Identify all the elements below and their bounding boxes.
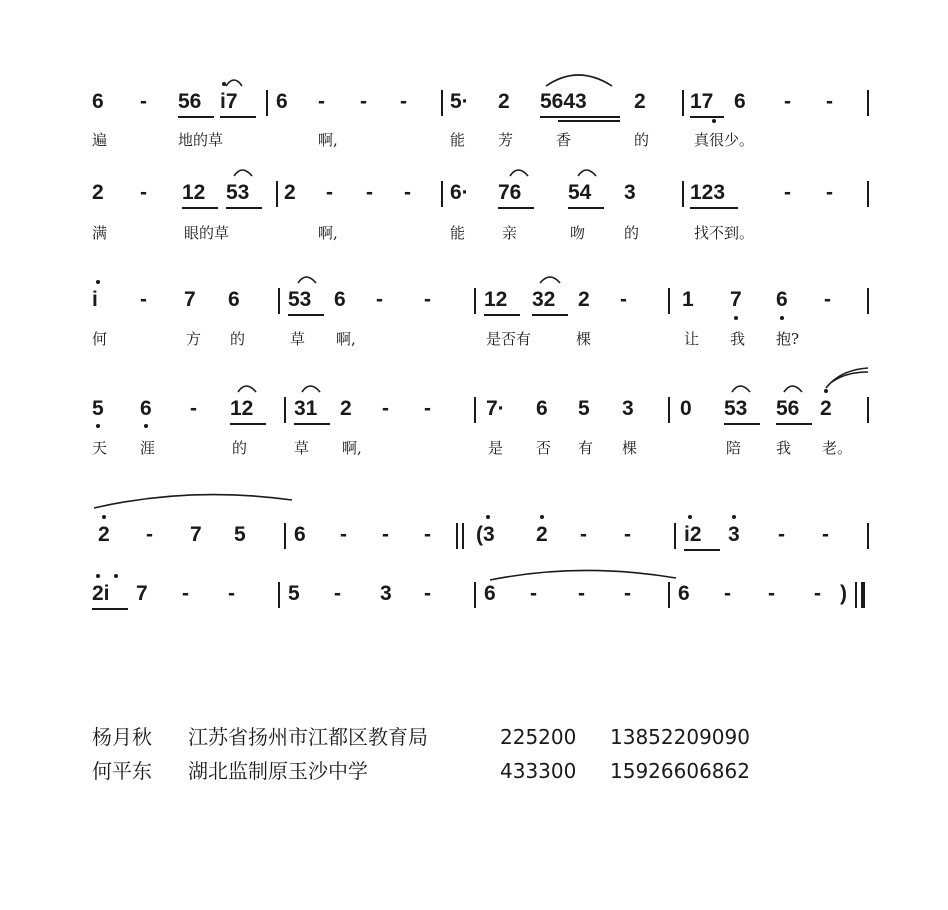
note: - <box>624 523 631 546</box>
note: - <box>140 90 147 113</box>
note: - <box>182 582 189 605</box>
note: 6 <box>294 523 306 546</box>
lyrics-line-1 <box>0 131 948 149</box>
lyric: 我 <box>776 439 792 457</box>
note: - <box>784 181 791 204</box>
lyric: 啊, <box>318 224 338 242</box>
notation-line-6 <box>0 582 948 608</box>
barline <box>266 90 268 116</box>
note: 7 <box>136 582 148 605</box>
note: - <box>340 523 347 546</box>
note: - <box>400 90 407 113</box>
lyric: 方 <box>186 330 202 348</box>
note: - <box>620 288 627 311</box>
note: - <box>768 582 775 605</box>
note: 6 <box>536 397 548 420</box>
barline <box>278 582 280 608</box>
lyric: 能 <box>450 224 466 242</box>
note: 5 <box>578 397 590 420</box>
note: 2i <box>92 582 110 605</box>
note: - <box>382 523 389 546</box>
note: - <box>424 397 431 420</box>
note: - <box>826 90 833 113</box>
lyric: 的 <box>232 439 248 457</box>
contact-name: 何平东 <box>92 759 152 783</box>
note: 32 <box>532 288 556 311</box>
barline <box>474 397 476 423</box>
barline <box>682 90 684 116</box>
contact-postcode: 225200 <box>500 725 577 749</box>
notation-line-5 <box>0 523 948 549</box>
note: 2 <box>92 181 104 204</box>
lyric: 老。 <box>822 439 853 457</box>
barline <box>867 90 869 116</box>
barline <box>674 523 676 549</box>
note: - <box>326 181 333 204</box>
note: 3 <box>624 181 636 204</box>
note: 7· <box>486 397 505 420</box>
lyric: 啊, <box>342 439 362 457</box>
contact-phone: 15926606862 <box>610 759 750 783</box>
note: 6 <box>334 288 346 311</box>
note: - <box>318 90 325 113</box>
note: - <box>784 90 791 113</box>
note: - <box>140 181 147 204</box>
note: - <box>404 181 411 204</box>
barline <box>668 288 670 314</box>
note: (3 <box>476 523 495 546</box>
lyrics-line-2 <box>0 224 948 242</box>
barline <box>276 181 278 207</box>
note: 2 <box>820 397 832 420</box>
lyric: 是否有 <box>486 330 532 348</box>
contact-row-1 <box>92 723 792 751</box>
barline <box>441 90 443 116</box>
barline <box>474 582 476 608</box>
notation-line-3 <box>0 288 948 314</box>
lyric: 真很少。 <box>694 131 755 149</box>
note: 3 <box>622 397 634 420</box>
contact-row-2 <box>92 757 792 785</box>
note: - <box>366 181 373 204</box>
contact-organization: 湖北监制原玉沙中学 <box>188 759 368 783</box>
note: 2 <box>536 523 548 546</box>
contact-name: 杨月秋 <box>92 725 152 749</box>
lyric: 何 <box>92 330 108 348</box>
note: 17 <box>690 90 714 113</box>
note: 6 <box>228 288 240 311</box>
note: - <box>424 582 431 605</box>
note: - <box>376 288 383 311</box>
barline <box>278 288 280 314</box>
note: 6 <box>734 90 746 113</box>
note: 2 <box>98 523 110 546</box>
note: 5 <box>288 582 300 605</box>
barline <box>441 181 443 207</box>
note: 2 <box>634 90 646 113</box>
note: 5· <box>450 90 469 113</box>
lyric: 吻 <box>570 224 586 242</box>
notation-line-1 <box>0 90 948 116</box>
lyric: 的 <box>230 330 246 348</box>
lyric: 是 <box>488 439 504 457</box>
lyric: 让 <box>684 330 700 348</box>
note: 53 <box>724 397 748 420</box>
note: - <box>382 397 389 420</box>
note: 6 <box>276 90 288 113</box>
lyric: 找不到。 <box>694 224 755 242</box>
note: 2 <box>578 288 590 311</box>
note: - <box>580 523 587 546</box>
note: - <box>334 582 341 605</box>
note: 5 <box>92 397 104 420</box>
note: - <box>228 582 235 605</box>
lyric: 能 <box>450 131 466 149</box>
note: - <box>826 181 833 204</box>
note: i7 <box>220 90 238 113</box>
barline <box>668 397 670 423</box>
note: ) <box>840 582 847 605</box>
note: - <box>624 582 631 605</box>
note: i <box>92 288 98 311</box>
lyric: 芳 <box>498 131 514 149</box>
lyric: 草 <box>294 439 310 457</box>
barline <box>867 523 869 549</box>
notation-line-2 <box>0 181 948 207</box>
note: 3 <box>728 523 740 546</box>
note: 2 <box>284 181 296 204</box>
lyric: 满 <box>92 224 108 242</box>
lyric: 有 <box>578 439 594 457</box>
lyric: 草 <box>290 330 306 348</box>
note: 56 <box>776 397 800 420</box>
note: 7 <box>184 288 196 311</box>
note: 76 <box>498 181 522 204</box>
note: - <box>424 288 431 311</box>
note: 54 <box>568 181 592 204</box>
note: 6· <box>450 181 469 204</box>
note: 6 <box>776 288 788 311</box>
double-barline <box>456 523 458 549</box>
lyric: 亲 <box>502 224 518 242</box>
note: 5643 <box>540 90 587 113</box>
barline <box>474 288 476 314</box>
lyric: 啊, <box>318 131 338 149</box>
lyric: 棵 <box>622 439 638 457</box>
note: - <box>140 288 147 311</box>
note: - <box>814 582 821 605</box>
note: 2 <box>498 90 510 113</box>
lyric: 涯 <box>140 439 156 457</box>
note: 3 <box>380 582 392 605</box>
lyric: 陪 <box>726 439 742 457</box>
double-barline <box>462 523 464 549</box>
contact-postcode: 433300 <box>500 759 577 783</box>
note: 12 <box>484 288 508 311</box>
double-barline <box>855 582 857 608</box>
note: 7 <box>730 288 742 311</box>
note: - <box>578 582 585 605</box>
note: 56 <box>178 90 202 113</box>
lyric: 抱? <box>776 330 800 348</box>
note: - <box>190 397 197 420</box>
lyrics-line-3 <box>0 330 948 348</box>
contact-organization: 江苏省扬州市江都区教育局 <box>188 725 428 749</box>
barline <box>867 397 869 423</box>
lyrics-line-4 <box>0 439 948 457</box>
lyric: 遍 <box>92 131 108 149</box>
note: 31 <box>294 397 318 420</box>
note: 6 <box>140 397 152 420</box>
note: 12 <box>230 397 254 420</box>
contact-phone: 13852209090 <box>610 725 750 749</box>
lyric: 天 <box>92 439 108 457</box>
note: 1 <box>682 288 694 311</box>
lyric: 否 <box>536 439 552 457</box>
note: 7 <box>190 523 202 546</box>
note: - <box>778 523 785 546</box>
note: 6 <box>92 90 104 113</box>
note: 5 <box>234 523 246 546</box>
lyric: 的 <box>624 224 640 242</box>
lyric: 眼的草 <box>184 224 230 242</box>
note: 0 <box>680 397 692 420</box>
note: 53 <box>288 288 312 311</box>
note: - <box>360 90 367 113</box>
lyric: 香 <box>556 131 572 149</box>
note: 2 <box>340 397 352 420</box>
double-barline <box>861 582 865 608</box>
note: 6 <box>678 582 690 605</box>
note: 53 <box>226 181 250 204</box>
lyric: 地的草 <box>178 131 224 149</box>
note: - <box>424 523 431 546</box>
note: - <box>530 582 537 605</box>
note: - <box>724 582 731 605</box>
lyric: 棵 <box>576 330 592 348</box>
note: - <box>822 523 829 546</box>
barline <box>668 582 670 608</box>
barline <box>867 181 869 207</box>
barline <box>682 181 684 207</box>
barline <box>284 397 286 423</box>
note: 123 <box>690 181 726 204</box>
lyric: 我 <box>730 330 746 348</box>
barline <box>867 288 869 314</box>
note: 12 <box>182 181 206 204</box>
note: 6 <box>484 582 496 605</box>
notation-line-4 <box>0 397 948 423</box>
lyric: 的 <box>634 131 650 149</box>
barline <box>284 523 286 549</box>
note: - <box>824 288 831 311</box>
note: - <box>146 523 153 546</box>
note: i2 <box>684 523 702 546</box>
lyric: 啊, <box>336 330 356 348</box>
